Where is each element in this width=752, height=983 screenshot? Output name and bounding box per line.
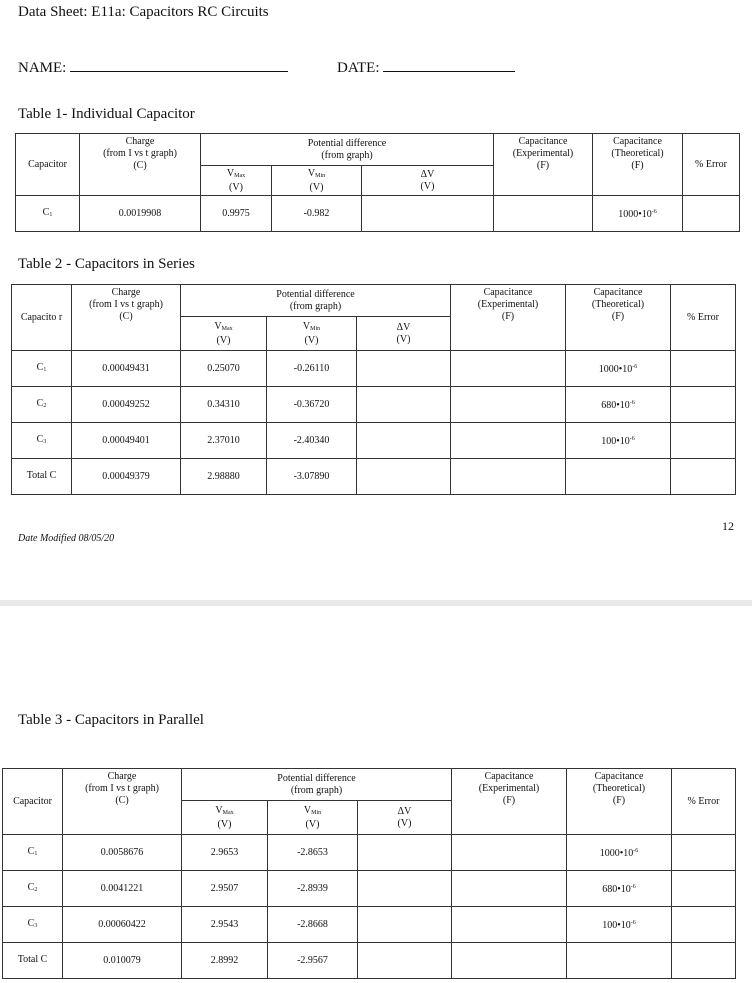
capacitance-experimental-cell[interactable] [451,423,566,459]
table3 [2,768,736,979]
delta-v-cell[interactable] [357,351,451,387]
charge-header: Charge (from I vs t graph) (C) [80,134,201,196]
delta-v-cell[interactable] [362,196,494,232]
page-number: 12 [722,519,734,533]
capacitance-experimental-cell[interactable] [452,835,567,871]
vmax-cell: 0.34310 [181,387,267,423]
vmin-header: VMin (V) [267,317,357,351]
capacitance-theoretical-cell: $100•10^{-6}$ [566,423,671,459]
percent-error-cell[interactable] [683,196,740,232]
capacitance-theoretical-cell [566,459,671,495]
charge-cell: 0.0019908 [80,196,201,232]
vmax-cell: 2.37010 [181,423,267,459]
capacitance-experimental-cell[interactable] [452,907,567,943]
table-row [3,907,736,943]
vmin-cell: -2.8939 [268,871,358,907]
capacitor-header: Capacitor [16,134,80,196]
charge-cell: 0.00049431 [72,351,181,387]
potential-difference-header: Potential difference (from graph) [182,769,452,801]
table2 [11,284,736,495]
percent-error-cell[interactable] [671,459,736,495]
percent-error-cell[interactable] [672,907,736,943]
capacitance-theoretical-cell: $1000•10^{-6}$ [593,196,683,232]
capacitance-theoretical-header: Capacitance (Theoretical) (F) [566,285,671,351]
vmax-header: VMax (V) [181,317,267,351]
capacitance-theoretical-cell: $1000•10^{-6}$ [567,835,672,871]
percent-error-header: % Error [672,769,736,835]
capacitance-experimental-header: Capacitance (Experimental) (F) [451,285,566,351]
capacitance-experimental-cell[interactable] [451,387,566,423]
percent-error-cell[interactable] [672,871,736,907]
capacitance-theoretical-cell [567,943,672,979]
delta-v-header: ΔV (V) [358,801,452,835]
capacitance-experimental-cell[interactable] [452,871,567,907]
delta-v-cell[interactable] [358,835,452,871]
capacitance-experimental-cell[interactable] [494,196,593,232]
document-title: Data Sheet: E11a: Capacitors RC Circuits [18,4,269,20]
table-row [12,351,736,387]
percent-error-cell[interactable] [672,835,736,871]
table-row [3,943,736,979]
vmin-header: VMin (V) [268,801,358,835]
vmax-cell: 2.9653 [182,835,268,871]
capacitor-cell: Total C [12,459,72,495]
vmax-cell: 0.9975 [201,196,272,232]
capacitor-cell: C3 [3,907,63,943]
date-label: DATE: [337,60,380,76]
table-row [3,871,736,907]
vmax-cell: 2.9543 [182,907,268,943]
charge-header: Charge (from I vs t graph) (C) [63,769,182,835]
charge-cell: 0.0041221 [63,871,182,907]
date-field[interactable] [383,57,515,72]
name-field[interactable] [70,57,288,72]
date-modified: Date Modified 08/05/20 [18,533,115,544]
charge-cell: 0.00049252 [72,387,181,423]
delta-v-cell[interactable] [358,907,452,943]
charge-cell: 0.0058676 [63,835,182,871]
vmax-header: VMax (V) [182,801,268,835]
table1-title: Table 1- Individual Capacitor [18,106,195,122]
charge-cell: 0.00049379 [72,459,181,495]
vmin-cell: -2.8668 [268,907,358,943]
delta-v-header: ΔV (V) [362,166,494,196]
table-row [3,835,736,871]
capacitance-theoretical-cell: $100•10^{-6}$ [567,907,672,943]
capacitance-theoretical-header: Capacitance (Theoretical) (F) [593,134,683,196]
vmax-header: VMax (V) [201,166,272,196]
table2-title: Table 2 - Capacitors in Series [18,256,195,272]
delta-v-cell[interactable] [357,423,451,459]
capacitor-cell: C1 [12,351,72,387]
capacitance-experimental-cell[interactable] [452,943,567,979]
capacitance-experimental-cell[interactable] [451,351,566,387]
vmin-cell: -2.8653 [268,835,358,871]
vmax-cell: 2.8992 [182,943,268,979]
vmin-cell: -0.36720 [267,387,357,423]
capacitor-cell: C1 [3,835,63,871]
page-divider [0,600,752,606]
delta-v-cell[interactable] [358,871,452,907]
percent-error-header: % Error [671,285,736,351]
name-row [18,57,288,77]
delta-v-cell[interactable] [357,459,451,495]
capacitor-cell: C2 [12,387,72,423]
capacitor-cell: C1 [16,196,80,232]
delta-v-cell[interactable] [357,387,451,423]
table-row [12,423,736,459]
capacitance-experimental-header: Capacitance (Experimental) (F) [494,134,593,196]
date-row [337,57,515,77]
vmin-header: VMin (V) [272,166,362,196]
capacitor-header: Capacitor [3,769,63,835]
vmin-cell: -0.26110 [267,351,357,387]
capacitor-cell: C2 [3,871,63,907]
capacitance-theoretical-header: Capacitance (Theoretical) (F) [567,769,672,835]
vmax-cell: 0.25070 [181,351,267,387]
table3-title: Table 3 - Capacitors in Parallel [18,712,204,728]
capacitance-experimental-header: Capacitance (Experimental) (F) [452,769,567,835]
table-row [12,387,736,423]
delta-v-header: ΔV (V) [357,317,451,351]
table-row [12,459,736,495]
percent-error-cell[interactable] [671,387,736,423]
vmin-cell: -0.982 [272,196,362,232]
charge-cell: 0.00049401 [72,423,181,459]
charge-cell: 0.00060422 [63,907,182,943]
potential-difference-header: Potential difference (from graph) [181,285,451,317]
percent-error-cell[interactable] [672,943,736,979]
name-label: NAME: [18,60,67,76]
capacitor-header: Capacito r [12,285,72,351]
charge-header: Charge (from I vs t graph) (C) [72,285,181,351]
potential-difference-header: Potential difference (from graph) [201,134,494,166]
capacitance-theoretical-cell: $1000•10^{-6}$ [566,351,671,387]
table1 [15,133,740,232]
charge-cell: 0.010079 [63,943,182,979]
vmax-cell: 2.9507 [182,871,268,907]
vmin-cell: -2.9567 [268,943,358,979]
percent-error-header: % Error [683,134,740,196]
capacitance-theoretical-cell: $680•10^{-6}$ [566,387,671,423]
percent-error-cell[interactable] [671,423,736,459]
table-row [16,196,740,232]
vmax-cell: 2.98880 [181,459,267,495]
vmin-cell: -2.40340 [267,423,357,459]
percent-error-cell[interactable] [671,351,736,387]
delta-v-cell[interactable] [358,943,452,979]
capacitance-experimental-cell[interactable] [451,459,566,495]
capacitance-theoretical-cell: $680•10^{-6}$ [567,871,672,907]
capacitor-cell: Total C [3,943,63,979]
capacitor-cell: C3 [12,423,72,459]
vmin-cell: -3.07890 [267,459,357,495]
